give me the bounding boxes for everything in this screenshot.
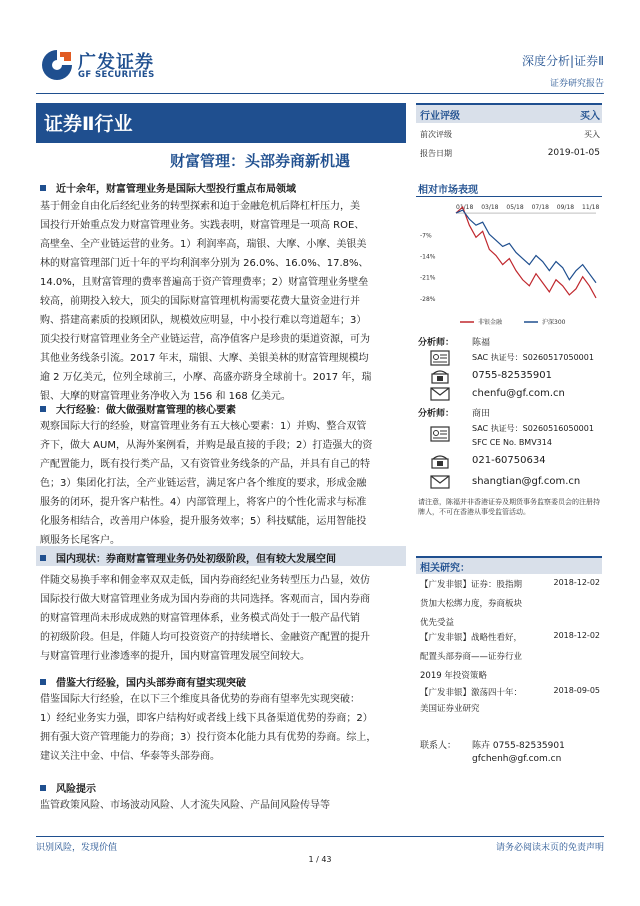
related-item-line: 2019 年投资策略 — [420, 671, 487, 681]
email-icon — [430, 474, 450, 490]
text-line: 拥有强大资产管理能力的券商；3）投行资本化能力具有优势的券商。综上， — [40, 732, 377, 743]
analyst-phone: 021-60750634 — [472, 455, 546, 466]
related-item-line: 【广发非银】战略性看好， — [420, 633, 523, 643]
rating-label: 行业评级 — [420, 111, 460, 122]
analyst-email: shangtian@gf.com.cn — [472, 476, 581, 487]
text-line: 建议关注中金、中信、华泰等头部券商。 — [40, 751, 220, 762]
text-line: 与财富管理行业渗透率的提升，国内财富管理发展空间较大。 — [40, 651, 310, 662]
chart-x-tick-label: 01/18 — [456, 204, 474, 212]
contact-email: gfchenh@gf.com.cn — [472, 754, 562, 764]
page-number: 1 / 43 — [308, 855, 332, 864]
phone-icon — [430, 368, 450, 384]
footer-disclaimer-link[interactable]: 请务必阅读末页的免责声明 — [495, 843, 604, 853]
text-line: 齐下，做大 AUM，从海外案例看，并购是最直接的手段；2）打造强大的资 — [40, 440, 373, 451]
text-line: 的初级阶段。但是，伴随人均可投资资产的持续增长、金融资产配置的提升 — [40, 632, 370, 643]
related-item-line: 【广发非银】证券：股指期 — [420, 580, 523, 590]
text-line: 化服务相结合，改善用户体验，提升服务效率；5）科技赋能，运用智能投 — [40, 516, 367, 527]
chart-y-tick-label: -21% — [420, 274, 436, 282]
text-line: 国际投行做大财富管理业务成为国内券商的共同选择。客观而言，国内券商 — [40, 594, 370, 605]
chart-x-tick-label: 07/18 — [531, 204, 549, 212]
related-item-line: 优先受益 — [420, 618, 455, 628]
analyst-phone: 0755-82535901 — [472, 370, 552, 381]
related-item-line: 美国证券业研究 — [420, 704, 480, 714]
section-heading: 大行经验：做大做强财富管理的核心要素 — [40, 401, 236, 416]
contact-label: 联系人： — [420, 741, 457, 751]
id-card-icon — [430, 426, 450, 442]
text-line: 服务的闭环，提升客户粘性。4）内部管理上，将客户的个性化需求与标准 — [40, 497, 367, 508]
text-line: 监管政策风险、市场波动风险、人才流失风险、产品间风险传导等 — [40, 800, 330, 811]
text-line: 基于佣金自由化后经纪业务的转型探索和迫于金融危机后降杠杆压力，美 — [40, 201, 360, 212]
related-item-date: 2018-12-02 — [553, 578, 600, 587]
text-line: 借鉴国际大行经验，在以下三个维度具备优势的券商有望率先实现突破： — [40, 694, 360, 705]
text-line: 顾服务长尾客户。 — [40, 535, 120, 546]
chart-legend-label: 沪深300 — [542, 319, 566, 326]
prev-rating-label: 前次评级 — [420, 130, 452, 139]
related-title: 相关研究： — [420, 563, 470, 574]
chart-y-tick-label: -14% — [420, 253, 436, 261]
report-date-label: 报告日期 — [420, 149, 452, 158]
section-body — [40, 690, 408, 766]
banner-divider — [36, 141, 406, 143]
chart-legend-label: 非银金融 — [478, 319, 503, 326]
analyst-sac: SAC 执证号：S0260516050001 — [472, 424, 594, 433]
text-line: 银、大摩的财富管理业务净收入为 156 和 168 亿美元。 — [40, 391, 291, 402]
text-line: 较高，前期投入较大，顶尖的国际财富管理机构需要花费大量资金进行并 — [40, 296, 360, 307]
chart-y-tick-label: -28% — [420, 295, 436, 303]
related-item-date: 2018-12-02 — [553, 631, 600, 640]
chart-y-tick-label: -7% — [420, 232, 432, 240]
text-line: 伴随交易换手率和佣金率双双走低，国内券商经纪业务转型压力凸显，效仿 — [40, 575, 370, 586]
related-item-date: 2018-09-05 — [553, 686, 600, 695]
phone-icon — [430, 453, 450, 469]
rating-value: 买入 — [580, 111, 600, 122]
gf-logo — [40, 46, 180, 86]
text-line: 逾 2 万亿美元，位列全球前三，小摩、高盛亦跻身全球前十。2017 年，瑞 — [40, 372, 372, 383]
related-item-line: 货加大松绑力度，券商板块 — [420, 599, 523, 609]
report-category: 深度分析|证券Ⅱ — [522, 54, 604, 68]
text-line: 其他业务线条引流。2017 年末，瑞银、大摩、美银美林的财富管理规模均 — [40, 353, 369, 364]
chart-series-line — [456, 207, 596, 298]
text-line: 色；3）集团化打法，全产业链运营，满足客户各个维度的要求，形成金融 — [40, 478, 367, 489]
chart-x-tick-label: 03/18 — [481, 204, 499, 212]
section-heading: 近十余年，财富管理业务是国际大型投行重点布局领域 — [40, 180, 296, 195]
contact-name-phone: 陈卉 0755-82535901 — [472, 741, 565, 751]
footer-slogan: 识别风险，发现价值 — [36, 843, 118, 853]
section-body — [40, 571, 408, 666]
chart-divider — [416, 196, 602, 197]
text-line: 产配置能力，既有投行类产品，又有资管业务线条的产品，并具有自己的特 — [40, 459, 370, 470]
section-body — [40, 417, 408, 550]
relative-performance-chart — [416, 200, 602, 330]
report-type: 证券研究报告 — [549, 79, 604, 89]
id-card-icon — [430, 350, 450, 366]
text-line: 高壁垒、全产业链运营的业务。1）利润率高，瑞银、大摩、小摩、美银美 — [40, 239, 367, 250]
related-item-line: 配置头部券商——证券行业 — [420, 652, 523, 662]
text-line: 的财富管理尚未形成成熟的财富管理体系，业务模式尚处于一般产品代销 — [40, 613, 360, 624]
industry-banner — [36, 103, 406, 141]
footer-divider — [36, 836, 604, 837]
chart-x-tick-label: 05/18 — [506, 204, 524, 212]
text-line: 14.0%，且财富管理的费率普遍高于资产管理费率；2）财富管理业务壁垒 — [40, 277, 369, 288]
analyst-sfc: SFC CE No. BMV314 — [472, 438, 552, 447]
text-line: 林的财富管理部门近十年的平均利润率分别为 26.0%、16.0%、17.8%、 — [40, 258, 369, 269]
bullet-icon — [40, 406, 46, 412]
prev-rating-value: 买入 — [584, 130, 600, 139]
analyst-name: 陈福 — [472, 338, 491, 348]
email-icon — [430, 386, 450, 402]
analyst-name: 商田 — [472, 409, 491, 419]
bullet-icon — [40, 555, 46, 561]
report-title: 财富管理：头部券商新机遇 — [170, 152, 351, 170]
section-heading: 风险提示 — [40, 780, 96, 795]
market-chart-title: 相对市场表现 — [418, 185, 478, 196]
related-item-line: 【广发非银】激荡四十年： — [420, 688, 523, 698]
analyst-email: chenfu@gf.com.cn — [472, 388, 565, 399]
logo-text-en: GF SECURITIES — [78, 70, 155, 80]
header-divider — [36, 93, 604, 94]
bullet-icon — [40, 785, 46, 791]
disclaimer-note: 请注意，陈福并非香港证券及期货事务监察委员会的注册持牌人，不可在香港从事受监管活动。 — [418, 498, 600, 516]
bullet-icon — [40, 679, 46, 685]
logo-text-cn: 广发证券 — [78, 52, 154, 73]
chart-series-line — [456, 210, 596, 283]
section-heading: 国内现状：券商财富管理业务仍处初级阶段，但有较大发展空间 — [40, 550, 336, 565]
section-body — [40, 796, 408, 815]
section-body — [40, 197, 408, 406]
analyst-sac: SAC 执证号：S0260517050001 — [472, 353, 594, 362]
analyst-label: 分析师： — [418, 409, 455, 419]
text-line: 观察国际大行的经验，财富管理业务有五大核心要素：1）并购、整合双管 — [40, 421, 367, 432]
text-line: 1）经纪业务实力强，即客户结构好或者线上线下具备渠道优势的券商；2） — [40, 713, 373, 724]
report-date-value: 2019-01-05 — [547, 148, 600, 158]
industry-name: 证券Ⅱ行业 — [44, 113, 133, 135]
text-line: 顶尖投行财富管理业务全产业链运营，高净值客户是珍贵的渠道资源，可为 — [40, 334, 370, 345]
gf-logo-icon — [40, 48, 74, 82]
text-line: 购、搭建高素质的投顾团队，规模效应明显，中小投行难以弯道超车；3） — [40, 315, 367, 326]
section-heading: 借鉴大行经验，国内头部券商有望实现突破 — [40, 674, 246, 689]
chart-x-tick-label: 11/18 — [582, 204, 600, 212]
text-line: 国投行开始重点发力财富管理业务。实践表明，财富管理是一项高 ROE、 — [40, 220, 365, 231]
chart-x-tick-label: 09/18 — [556, 204, 575, 212]
analyst-label: 分析师： — [418, 338, 455, 348]
bullet-icon — [40, 185, 46, 191]
